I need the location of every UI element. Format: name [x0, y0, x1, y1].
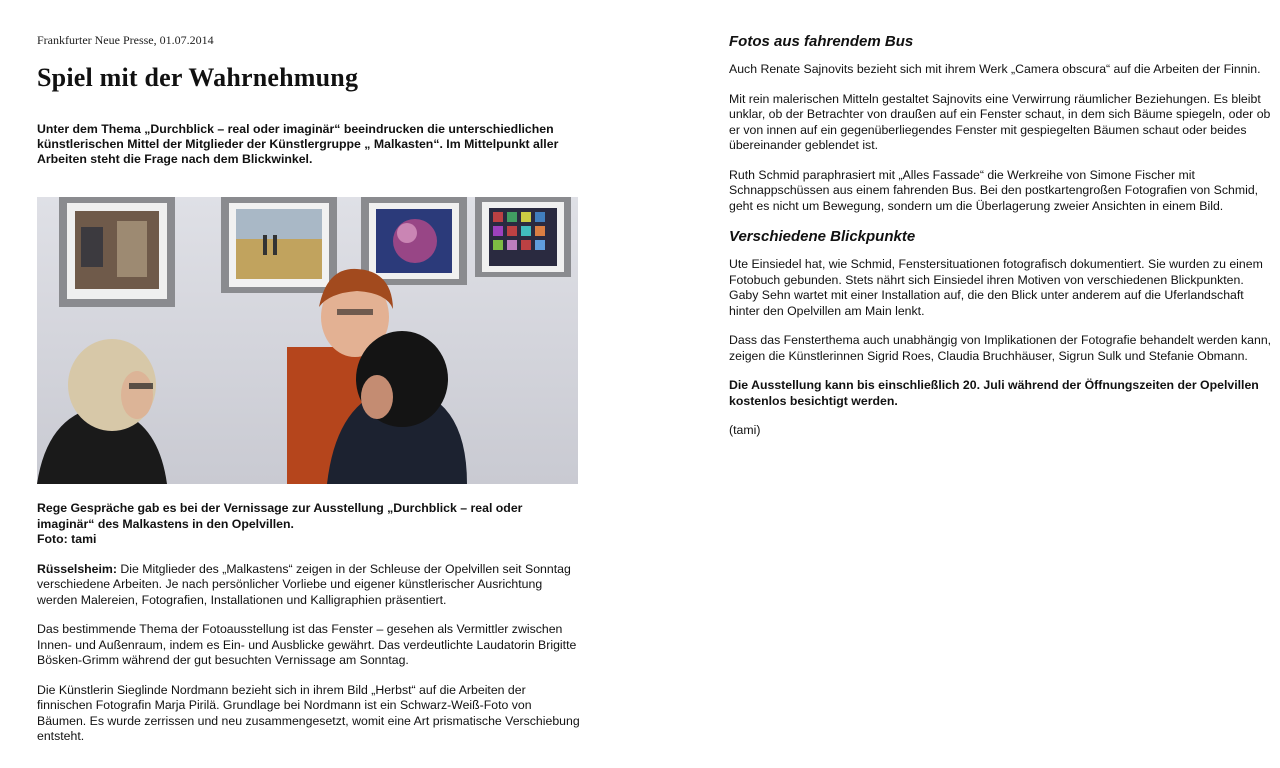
body-paragraph-1-text: Die Mitglieder des „Malkastens“ zeigen in der Schleuse der Opelvillen seit Sonntag verschiedene Arbeiten. Je nach persönlicher Vorliebe und eigener künstlerischer Ausrichtung werden Malereien, Fotografien, Installationen und Kalligraphien präsentiert. — [37, 561, 571, 607]
body-paragraph-2: Das bestimmende Thema der Fotoausstellung ist das Fenster – gesehen als Vermittler zwischen Innen- und Außenraum, indem es Ein- und Ausblicke gewährt. Das verdeutlichte Laudatorin Brigitte Bösken-Grimm während der gut besuchten Vernissage am Sonntag. — [37, 622, 577, 667]
photo-caption — [37, 501, 582, 548]
caption-text: Rege Gespräche gab es bei der Vernissage zur Ausstellung „Durchblick – real oder imaginär“ des Malkastens in den Opelvillen. — [37, 501, 523, 531]
lead-paragraph: Unter dem Thema „Durchblick – real oder imaginär“ beeindrucken die unterschiedlichen künstlerischen Mittel der Mitglieder der Künstlergruppe „ Malkasten“. Im Mittelpunkt aller Arbeiten steht die Frage nach dem Blickwinkel. — [37, 122, 559, 166]
headline: Spiel mit der Wahrnehmung — [37, 63, 359, 92]
body-paragraph-8: Dass das Fensterthema auch unabhängig von Implikationen der Fotografie behandelt werden kann, zeigen die Künstlerinnen Sigrid Roes, Claudia Bruchhäuser, Sigrun Sulk und Stefanie Obmann. — [729, 333, 1272, 363]
body-paragraph-1 — [37, 562, 582, 609]
right-column — [729, 30, 1274, 439]
author-tag: (tami) — [729, 423, 761, 437]
body-paragraph-3: Die Künstlerin Sieglinde Nordmann bezieht sich in ihrem Bild „Herbst“ auf die Arbeiten der finnischen Fotografin Marja Pirilä. Grundlage bei Nordmann ist ein Schwarz-Weiß-Foto von Bäumen. Es wurde zerrissen und neu zusammengesetzt, womit eine Art prismatische Verschiebung entsteht. — [37, 682, 580, 743]
body-paragraph-5: Mit rein malerischen Mitteln gestaltet Sajnovits eine Verwirrung räumlicher Beziehungen. Es bleibt unklar, ob der Betrachter von draußen auf ein Fenster schaut, in dem sich Bäume spiegeln, oder ob er von innen auf ein gegenüberliegendes Fenster mit gespiegelten Bäumen schaut oder beides übereinander geblendet ist. — [729, 91, 1271, 152]
photo-credit: Foto: tami — [37, 532, 97, 546]
source-line: Frankfurter Neue Presse, 01.07.2014 — [37, 33, 214, 47]
left-column — [37, 30, 582, 745]
subheading-1: Fotos aus fahrendem Bus — [729, 33, 914, 50]
body-paragraph-7: Ute Einsiedel hat, wie Schmid, Fenstersituationen fotografisch dokumentiert. Sie wurden zu einem Fotobuch gebunden. Stets nährt sich Einsiedel ihren Motiven von verschiedenen Blickpunkten. Gaby Sehn wartet mit einer Installation auf, die den Blick unter anderem auf die Uferlandschaft hinter den Opelvillen am Main lenkt. — [729, 257, 1263, 318]
gallery-photo-icon — [37, 197, 578, 484]
subheading-2: Verschiedene Blickpunkte — [729, 228, 916, 245]
closing-note: Die Ausstellung kann bis einschließlich 20. Juli während der Öffnungszeiten der Opelvillen kostenlos besichtigt werden. — [729, 378, 1259, 408]
body-paragraph-4: Auch Renate Sajnovits bezieht sich mit ihrem Werk „Camera obscura“ auf die Arbeiten der Finnin. — [729, 62, 1261, 76]
dateline: Rüsselsheim: — [37, 561, 117, 576]
body-paragraph-6: Ruth Schmid paraphrasiert mit „Alles Fassade“ die Werkreihe von Simone Fischer mit Schnappschüssen aus einem fahrenden Bus. Bei den postkartengroßen Fotografien von Schmid, geht es nicht um Bewegung, sondern um die Überlagerung zweier Ansichten in einem Bild. — [729, 167, 1259, 213]
